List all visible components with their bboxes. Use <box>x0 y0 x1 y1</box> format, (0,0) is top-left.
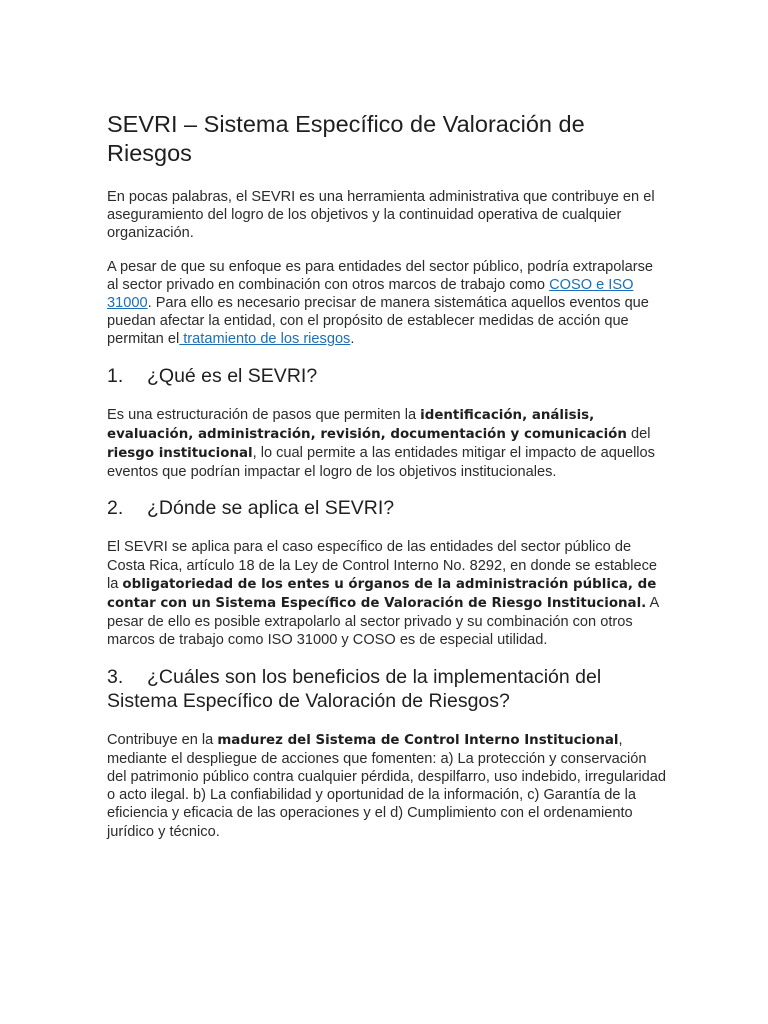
section-2-paragraph <box>107 538 667 649</box>
section-3-paragraph <box>107 731 667 841</box>
intro-paragraph-1 <box>107 188 667 243</box>
section-3-title: ¿Cuáles son los beneficios de la implementación del Sistema Específico de Valoración de Riesgos? <box>107 665 602 712</box>
section-1-paragraph <box>107 406 667 482</box>
section-3-number: 3. <box>107 665 124 688</box>
section-2-title: ¿Dónde se aplica el SEVRI? <box>147 497 395 520</box>
section-2-bold-1: obligatoriedad de los entes u órganos de la administración pública, de contar con un Sistema Específico de Valoración de Riesgo Institucional. <box>107 576 657 612</box>
intro-text-1: En pocas palabras, el SEVRI es una herramienta administrativa que contribuye en el aseguramiento del logro de los objetivos y la continuidad operativa de cualquier organización. <box>107 189 655 242</box>
section-2-heading <box>107 496 667 520</box>
section-3-text-1: Contribuye en la <box>107 731 218 748</box>
section-2-number: 2. <box>107 497 124 520</box>
section-1-bold-2: riesgo institucional <box>107 446 253 462</box>
tratamiento-riesgos-link[interactable]: tratamiento de los riesgos <box>179 331 351 348</box>
section-1-bold-1: identificación, análisis, evaluación, administración, revisión, documentación y comunicación <box>107 407 627 442</box>
section-3-bold-1: madurez del Sistema de Control Interno Institucional <box>217 732 619 748</box>
section-2-text-1: El SEVRI se aplica para el caso específico de las entidades del sector público de Costa Rica, artículo 18 de la Ley de Control Interno No. 8292, en donde se establece la <box>107 539 658 592</box>
section-1-heading <box>107 364 667 388</box>
section-3-text-2: , mediante el despliegue de acciones que fomenten: a) La protección y conservación del patrimonio público contra cualquier pérdida, despilfarro, uso indebido, irregularidad o acto ilegal. b) La confiabilidad y oportunidad de la información, c) Garantía de la eficiencia y eficacia de las operaciones y el d) Cumplimiento con el ordenamiento jurídico y técnico. <box>107 731 666 840</box>
document-page <box>107 110 667 856</box>
section-1-number: 1. <box>107 364 124 387</box>
intro-text-2a: A pesar de que su enfoque es para entidades del sector público, podría extrapolarse al sector privado en combinación con otros marcos de trabajo como <box>107 258 654 293</box>
section-1-title: ¿Qué es el SEVRI? <box>147 364 318 387</box>
section-1-text-3: , lo cual permite a las entidades mitigar el impacto de aquellos eventos que podrían impactar el logro de los objetivos institucionales. <box>107 445 655 481</box>
intro-text-2c: . <box>350 331 355 348</box>
intro-text-2b: . Para ello es necesario precisar de manera sistemática aquellos eventos que puedan afectar la entidad, con el propósito de establecer medidas de acción que permitan el <box>107 295 649 348</box>
section-1-text-1: Es una estructuración de pasos que permiten la <box>107 406 421 423</box>
section-3-heading <box>107 665 667 713</box>
section-2-text-2: A pesar de ello es posible extrapolarlo al sector privado y su combinación con otros marcos de trabajo como ISO 31000 y COSO es de especial utilidad. <box>107 595 659 649</box>
page-title: SEVRI – Sistema Específico de Valoración de Riesgos <box>107 111 585 166</box>
section-1-text-2: del <box>626 425 651 442</box>
coso-iso-link[interactable]: COSO e ISO 31000 <box>107 276 634 312</box>
intro-paragraph-2 <box>107 258 667 349</box>
